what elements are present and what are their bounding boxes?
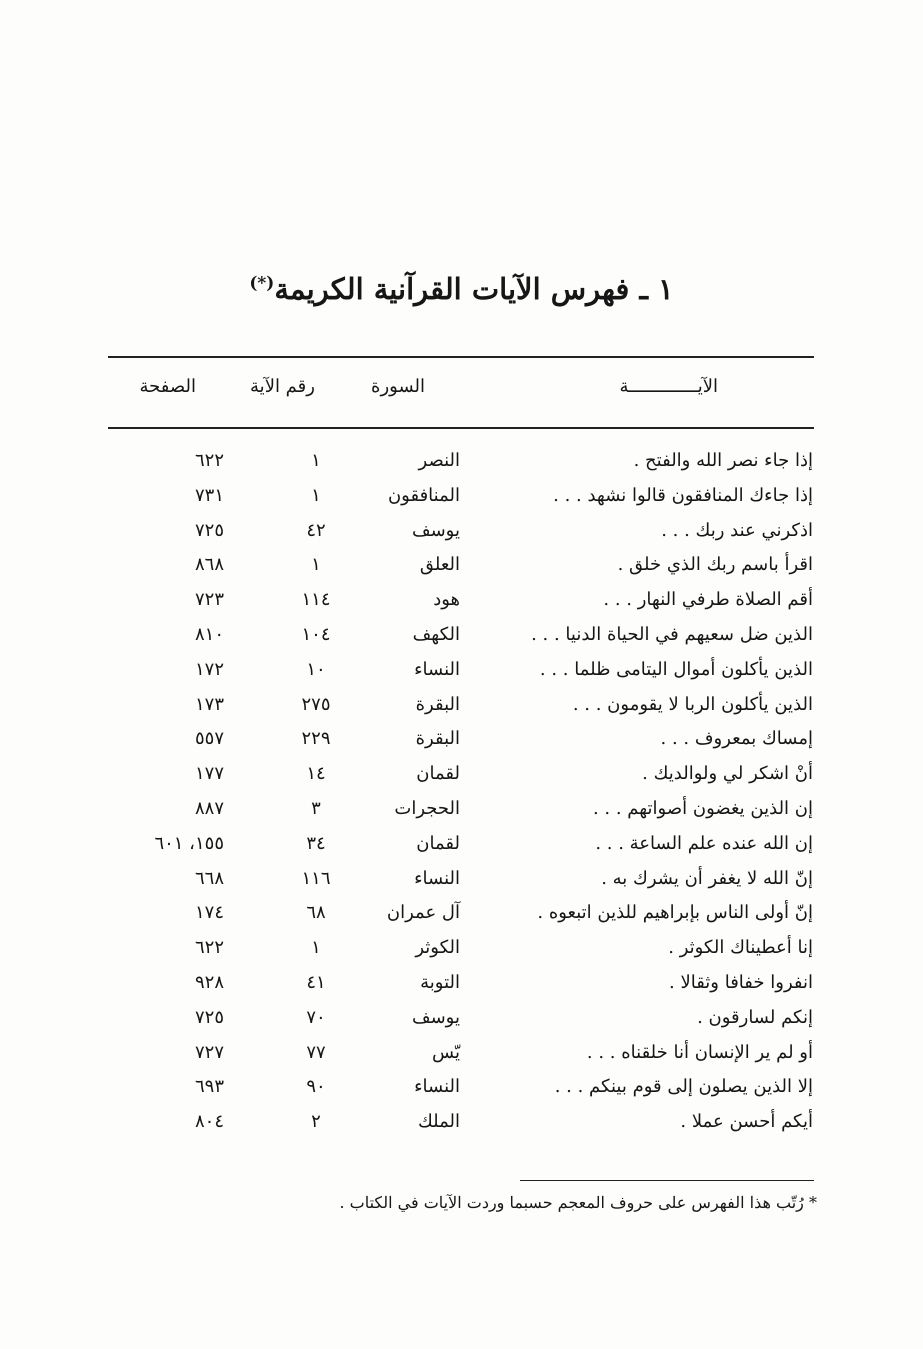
surah-cell: الحجرات — [394, 797, 460, 819]
verse-number-cell: ١١٦ — [301, 867, 331, 889]
surah-cell: يّس — [432, 1041, 460, 1063]
surah-cell: آل عمران — [386, 902, 460, 924]
verse-number-cell: ١١٤ — [301, 589, 331, 611]
table-row — [0, 690, 923, 725]
verse-cell: اذكرني عند ربك . . . — [661, 519, 813, 541]
verse-number-cell: ٦٨ — [306, 902, 326, 924]
table-row — [0, 585, 923, 620]
page-cell: ٨١٠ — [194, 623, 224, 645]
verse-number-cell: ١ — [311, 450, 321, 471]
page-cell: ٥٥٧ — [194, 728, 224, 750]
verse-number-cell: ٣ — [311, 797, 321, 819]
verse-number-cell: ١ — [311, 554, 321, 576]
table-row — [0, 1003, 923, 1038]
page-cell: ٦٢٢ — [194, 937, 224, 959]
page-cell: ٦٦٨ — [194, 867, 224, 889]
table-row — [0, 864, 923, 899]
table-row — [0, 1038, 923, 1073]
table-row — [0, 933, 923, 968]
table-row — [0, 898, 923, 933]
table-row — [0, 550, 923, 585]
page-cell: ٦٢٢ — [194, 450, 224, 471]
verse-number-cell: ٤١ — [306, 971, 326, 993]
page-cell: ٧٢٥ — [194, 1006, 224, 1028]
verse-cell: إنكم لسارقون . — [697, 1006, 813, 1028]
table-row — [0, 481, 923, 516]
verse-number-cell: ١٠ — [306, 658, 326, 680]
verse-cell: الذين يأكلون أموال اليتامى ظلما . . . — [539, 658, 813, 680]
page-cell: ١٧٤ — [194, 902, 224, 924]
surah-cell: الكوثر — [415, 937, 460, 959]
header-verse-number: رقم الآية — [250, 376, 315, 397]
table-top-rule — [108, 356, 814, 358]
verse-number-cell: ١ — [311, 937, 321, 959]
verse-cell: الذين يأكلون الربا لا يقومون . . . — [572, 693, 813, 715]
verse-number-cell: ٧٧ — [306, 1041, 326, 1063]
table-row — [0, 620, 923, 655]
page-cell: ٧٢٣ — [194, 589, 224, 611]
verse-number-cell: ٢٢٩ — [301, 728, 331, 750]
page-cell: ١٧٧ — [194, 763, 224, 785]
surah-cell: النصر — [418, 450, 460, 471]
table-row — [0, 516, 923, 551]
verse-cell: انفروا خفافا وثقالا . — [669, 971, 813, 993]
table-row — [0, 724, 923, 759]
header-verse: الآيـــــــــــــة — [619, 376, 718, 397]
verse-number-cell: ٤٢ — [306, 519, 326, 541]
page-cell: ٧٢٧ — [194, 1041, 224, 1063]
surah-cell: النساء — [414, 658, 460, 680]
page-title — [0, 272, 923, 306]
table-row — [0, 968, 923, 1003]
verse-cell: اقرأ باسم ربك الذي خلق . — [617, 554, 813, 576]
verse-cell: إذا جاء نصر الله والفتح . — [633, 450, 813, 471]
page-cell: ٨٠٤ — [194, 1111, 224, 1133]
page-cell: ٨٦٨ — [194, 554, 224, 576]
surah-cell: النساء — [414, 1076, 460, 1098]
surah-cell: لقمان — [416, 763, 460, 785]
surah-cell: التوبة — [420, 971, 460, 993]
page-cell: ١٥٥، ٦٠١ — [154, 832, 224, 854]
table-row — [0, 759, 923, 794]
surah-cell: يوسف — [411, 519, 460, 541]
surah-cell: المنافقون — [387, 484, 460, 506]
table-body — [0, 446, 923, 1142]
verse-cell: إن الله عنده علم الساعة . . . — [595, 832, 813, 854]
table-header-rule — [108, 427, 814, 429]
table-row — [0, 655, 923, 690]
page-cell: ٦٩٣ — [194, 1076, 224, 1098]
surah-cell: هود — [433, 589, 460, 611]
header-page: الصفحة — [139, 376, 196, 397]
surah-cell: الكهف — [412, 623, 460, 645]
surah-cell: يوسف — [411, 1006, 460, 1028]
verse-number-cell: ٩٠ — [306, 1076, 326, 1098]
footnote-marker: (*) — [249, 273, 275, 294]
surah-cell: لقمان — [416, 832, 460, 854]
footnote-rule — [520, 1180, 814, 1181]
verse-number-cell: ٢ — [311, 1111, 321, 1133]
page-cell: ٧٣١ — [194, 484, 224, 506]
surah-cell: البقرة — [415, 728, 460, 750]
verse-cell: إلا الذين يصلون إلى قوم بينكم . . . — [554, 1076, 813, 1098]
verse-number-cell: ١٠٤ — [301, 623, 331, 645]
surah-cell: النساء — [414, 867, 460, 889]
page-cell: ٧٢٥ — [194, 519, 224, 541]
table-row — [0, 1072, 923, 1107]
table-row — [0, 1107, 923, 1142]
surah-cell: الملك — [417, 1111, 460, 1133]
verse-number-cell: ٢٧٥ — [301, 693, 331, 715]
table-header — [0, 376, 923, 406]
table-row — [0, 829, 923, 864]
verse-cell: إمساك بمعروف . . . — [660, 728, 813, 750]
verse-cell: إن الذين يغضون أصواتهم . . . — [592, 797, 813, 819]
page-cell: ١٧٢ — [194, 658, 224, 680]
page-cell: ١٧٣ — [194, 693, 224, 715]
verse-cell: أقم الصلاة طرفي النهار . . . — [603, 589, 813, 611]
surah-cell: العلق — [419, 554, 460, 576]
page-cell: ٨٨٧ — [194, 797, 224, 819]
verse-number-cell: ١٤ — [306, 763, 326, 785]
verse-number-cell: ٣٤ — [306, 832, 326, 854]
title-text: ١ ـ فهرس الآيات القرآنية الكريمة — [274, 272, 674, 306]
verse-cell: أيكم أحسن عملا . — [680, 1111, 813, 1133]
footnote: * رُتّب هذا الفهرس على حروف المعجم حسبما وردت الآيات في الكتاب . — [339, 1193, 817, 1212]
verse-cell: إنا أعطيناك الكوثر . — [668, 937, 813, 959]
table-row — [0, 446, 923, 481]
verse-cell: إذا جاءك المنافقون قالوا نشهد . . . — [553, 484, 813, 506]
verse-cell: الذين ضل سعيهم في الحياة الدنيا . . . — [531, 623, 813, 645]
table-row — [0, 794, 923, 829]
header-surah: السورة — [371, 376, 425, 397]
verse-cell: أو لم ير الإنسان أنا خلقناه . . . — [586, 1041, 813, 1063]
surah-cell: البقرة — [415, 693, 460, 715]
verse-cell: إنّ الله لا يغفر أن يشرك به . — [601, 867, 813, 889]
verse-cell: إنّ أولى الناس بإبراهيم للذين اتبعوه . — [537, 902, 813, 924]
verse-number-cell: ١ — [311, 484, 321, 506]
verse-number-cell: ٧٠ — [306, 1006, 326, 1028]
page-cell: ٩٢٨ — [194, 971, 224, 993]
verse-cell: أنْ اشكر لي ولوالديك . — [642, 763, 813, 785]
